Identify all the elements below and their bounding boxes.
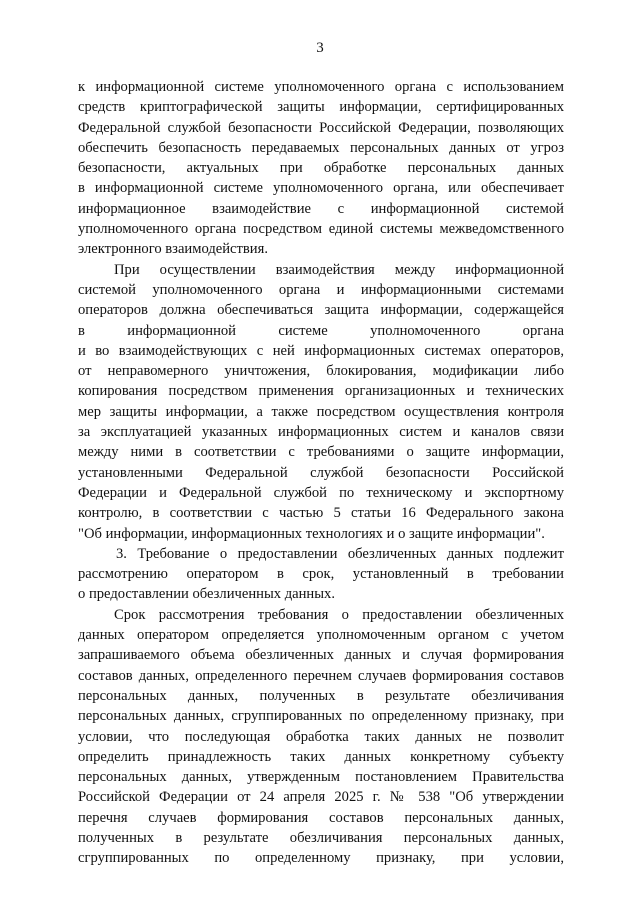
text-line: между ними в соответствии с требованиями о защите информации, xyxy=(78,444,564,461)
text-line: установленными Федеральной службой безопасности Российской xyxy=(78,464,564,481)
text-line: в информационной системе уполномоченного органа, или обеспечивает xyxy=(78,180,564,197)
text-line: обеспечить безопасность передаваемых персональных данных от угроз xyxy=(78,139,564,156)
text-line: полученных в результате обезличивания персональных данных, xyxy=(78,829,564,846)
text-line: информационное взаимодействие с информационной системой xyxy=(78,200,564,217)
paragraph-4 xyxy=(78,605,564,869)
text-line: условии, что последующая обработка таких данных не позволит xyxy=(78,728,564,745)
text-line: уполномоченного органа посредством единой системы межведомственного xyxy=(78,221,564,238)
text-line: и во взаимодействующих с ней информационных системах операторов, xyxy=(78,342,564,359)
text-line: персональных данных, полученных в результате обезличивания xyxy=(78,687,564,704)
text-line: о предоставлении обезличенных данных. xyxy=(78,586,335,603)
text-line: "Об информации, информационных технологиях и о защите информации". xyxy=(78,525,545,542)
paragraph-2 xyxy=(78,260,564,544)
text-line: копирования посредством применения организационных и технических xyxy=(78,383,564,400)
text-line: персональных данных, утвержденным постановлением Правительства xyxy=(78,769,564,786)
text-line: Российской Федерации от 24 апреля 2025 г. № 538 "Об утверждении xyxy=(78,789,564,806)
paragraph-3 xyxy=(78,544,564,605)
text-line: рассмотрению оператором в срок, установленный в требовании xyxy=(78,566,564,583)
text-line: электронного взаимодействия. xyxy=(78,241,268,258)
text-line: мер защиты информации, а также посредством осуществления контроля xyxy=(78,403,564,420)
text-line: Федерации и Федеральной службой по техническому и экспортному xyxy=(78,484,564,501)
text-line: в информационной системе уполномоченного органа xyxy=(78,322,564,339)
text-line: 3. Требование о предоставлении обезличенных данных подлежит xyxy=(116,545,564,562)
text-line: определить принадлежность таких данных конкретному субъекту xyxy=(78,748,564,765)
paragraph-1 xyxy=(78,77,564,260)
text-line: Федеральной службой безопасности Российской Федерации, позволяющих xyxy=(78,119,564,136)
text-line: операторов должна обеспечиваться защита информации, содержащейся xyxy=(78,302,564,319)
text-line: персональных данных, сгруппированных по определенному признаку, при xyxy=(78,708,564,725)
text-line: сгруппированных по определенному признаку, при условии, xyxy=(78,850,564,867)
text-line: составов данных, определенного перечнем случаев формирования составов xyxy=(78,667,564,684)
text-line: запрашиваемого объема обезличенных данных и случая формирования xyxy=(78,647,564,664)
text-line: к информационной системе уполномоченного органа с использованием xyxy=(78,79,564,95)
document-body xyxy=(78,77,564,869)
text-line: данных оператором определяется уполномоченным органом с учетом xyxy=(78,627,564,644)
text-line: системой уполномоченного органа и информационными системами xyxy=(78,281,564,298)
text-line: При осуществлении взаимодействия между информационной xyxy=(114,261,564,278)
text-line: контролю, в соответствии с частью 5 статьи 16 Федерального закона xyxy=(78,505,564,522)
text-line: перечня случаев формирования составов персональных данных, xyxy=(78,809,564,826)
text-line: средств криптографической защиты информации, сертифицированных xyxy=(78,99,564,116)
text-line: от неправомерного уничтожения, блокирования, модификации либо xyxy=(78,363,564,380)
text-line: за эксплуатацией указанных информационных систем и каналов связи xyxy=(78,424,564,441)
text-line: безопасности, актуальных при обработке персональных данных xyxy=(78,160,564,177)
page-number: 3 xyxy=(316,40,324,56)
text-line: Срок рассмотрения требования о предоставлении обезличенных xyxy=(114,606,564,623)
